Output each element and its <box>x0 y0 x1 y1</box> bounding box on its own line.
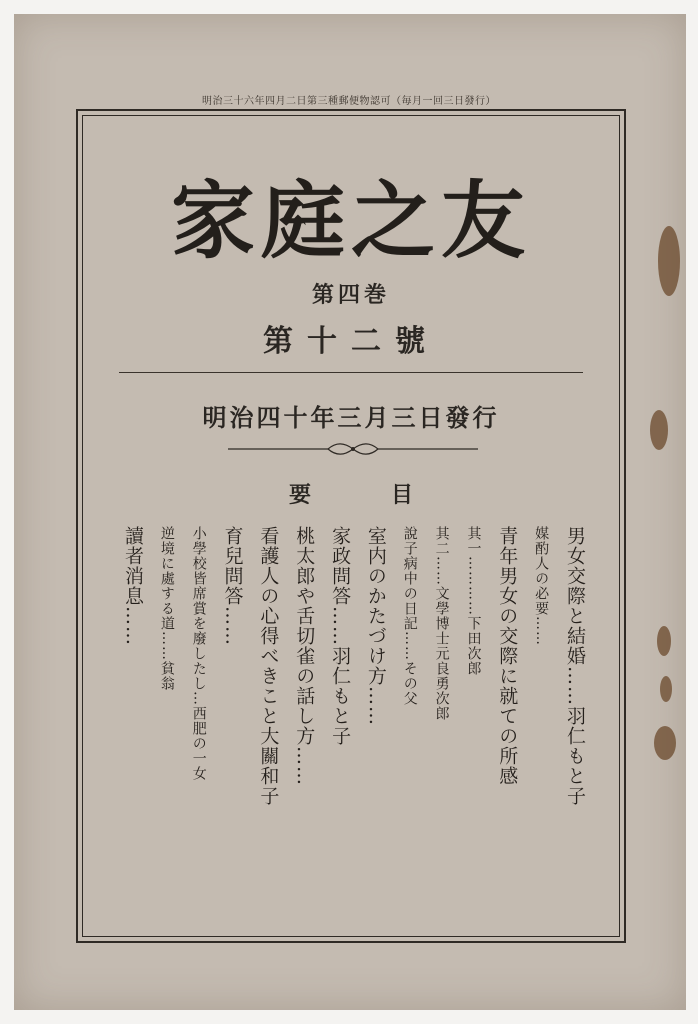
magazine-title: 家庭之友 <box>170 171 531 270</box>
cover-frame-inner <box>82 115 620 937</box>
postal-registration-note: 明治三十六年四月二日第三種郵便物認可（毎月一回三日發行） <box>202 96 496 107</box>
paper-stain <box>657 626 671 656</box>
issue-label: 第十二號 <box>263 324 439 359</box>
toc-entry: 家政問答……羽仁もと子 <box>329 526 352 746</box>
toc-entry: 育兒問答…… <box>221 526 244 646</box>
toc-entry: 男女交際と結婚……羽仁もと子 <box>563 526 586 806</box>
toc-entry: 小學校皆席賞を廢したし…西肥の一女 <box>190 526 207 781</box>
toc-entry: 其一…………下田次郎 <box>465 526 482 676</box>
toc-heading: 要目 <box>288 482 493 508</box>
paper-stain <box>660 676 672 702</box>
toc-entry: 媒酌人の必要…… <box>533 526 550 646</box>
cover-frame <box>76 109 626 943</box>
ornament-divider-icon <box>228 442 478 456</box>
toc-entry: 說子病中の日記……その父 <box>401 526 418 706</box>
toc-entry: 桃太郎や舌切雀の話し方…… <box>293 526 316 786</box>
toc-entry: 其二……文學博士元良勇次郎 <box>433 526 450 721</box>
paper-stain <box>654 726 676 760</box>
table-of-contents <box>119 526 589 936</box>
toc-entry: 逆境に處する道……貧翁 <box>158 526 175 691</box>
toc-entry: 青年男女の交際に就ての所感 <box>496 526 519 786</box>
issue-date: 明治四十年三月三日發行 <box>202 403 500 432</box>
toc-entry: 室内のかたづけ方…… <box>364 526 387 726</box>
paper-stain <box>650 410 668 450</box>
toc-entry: 讀者消息…… <box>122 526 144 646</box>
magazine-cover <box>14 14 686 1010</box>
paper-stain <box>658 226 680 296</box>
divider <box>119 372 583 373</box>
toc-entry: 看護人の心得べきこと大關和子 <box>257 526 280 806</box>
volume-label: 第四巻 <box>311 282 390 308</box>
